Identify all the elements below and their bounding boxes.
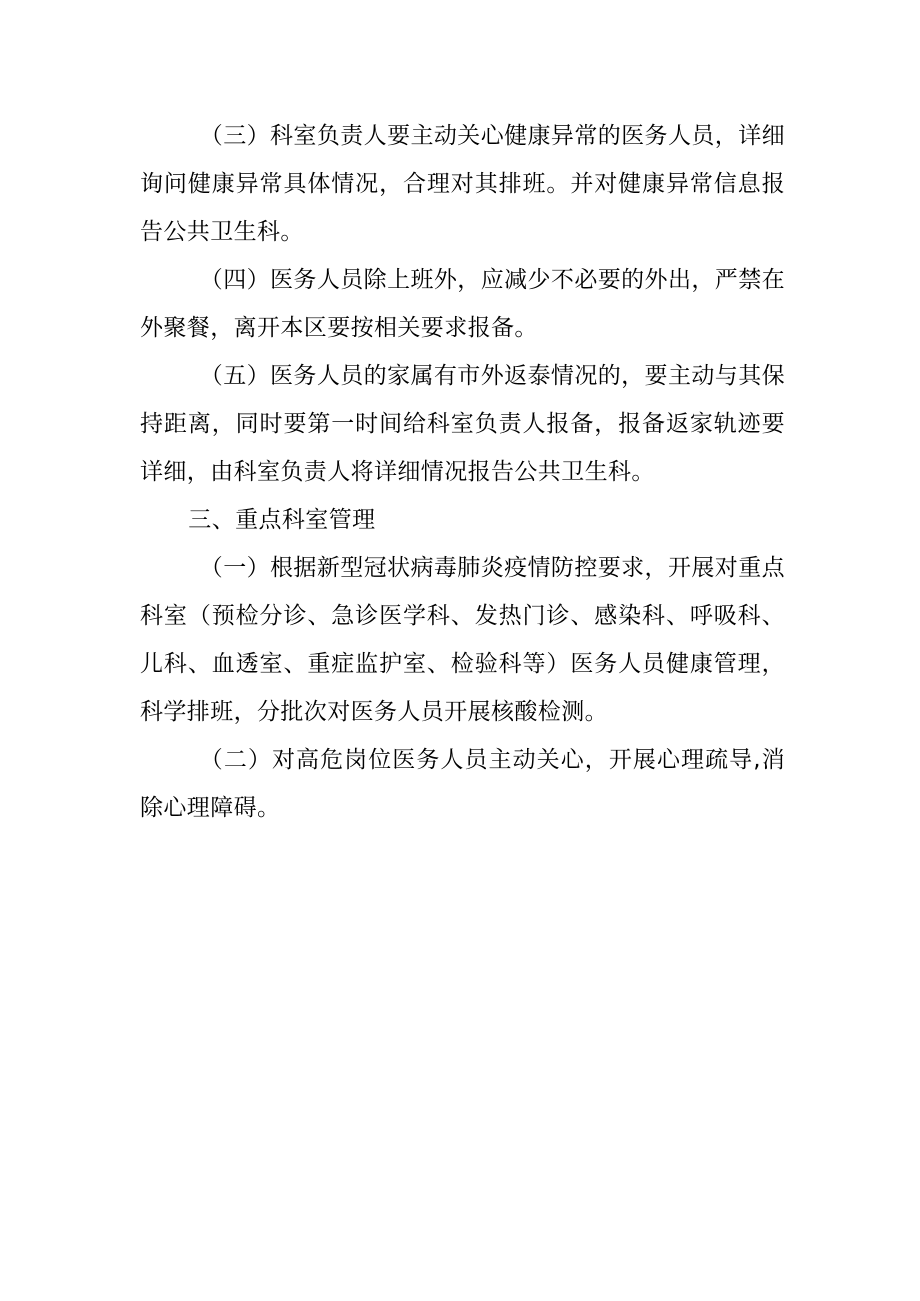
document-body (140, 112, 785, 832)
paragraph-5: （五）医务人员的家属有市外返泰情况的，要主动与其保持距离，同时要第一时间给科室负责人报备，报备返家轨迹要详细，由科室负责人将详细情况报告公共卫生科。 (140, 363, 785, 485)
paragraph-3: （三）科室负责人要主动关心健康异常的医务人员，详细询问健康异常具体情况，合理对其排班。并对健康异常信息报告公共卫生科。 (140, 123, 785, 245)
section-paragraph-2: （二）对高危岗位医务人员主动关心，开展心理疏导,消除心理障碍。 (140, 747, 785, 821)
paragraph-4: （四）医务人员除上班外，应减少不必要的外出，严禁在外聚餐，离开本区要按相关要求报备。 (140, 267, 785, 341)
section-heading: 三、重点科室管理 (188, 507, 376, 533)
section-paragraph-1: （一）根据新型冠状病毒肺炎疫情防控要求，开展对重点科室（预检分诊、急诊医学科、发热门诊、感染科、呼吸科、儿科、血透室、重症监护室、检验科等）医务人员健康管理，科学排班，分批次对医务人员开展核酸检测。 (140, 555, 785, 725)
